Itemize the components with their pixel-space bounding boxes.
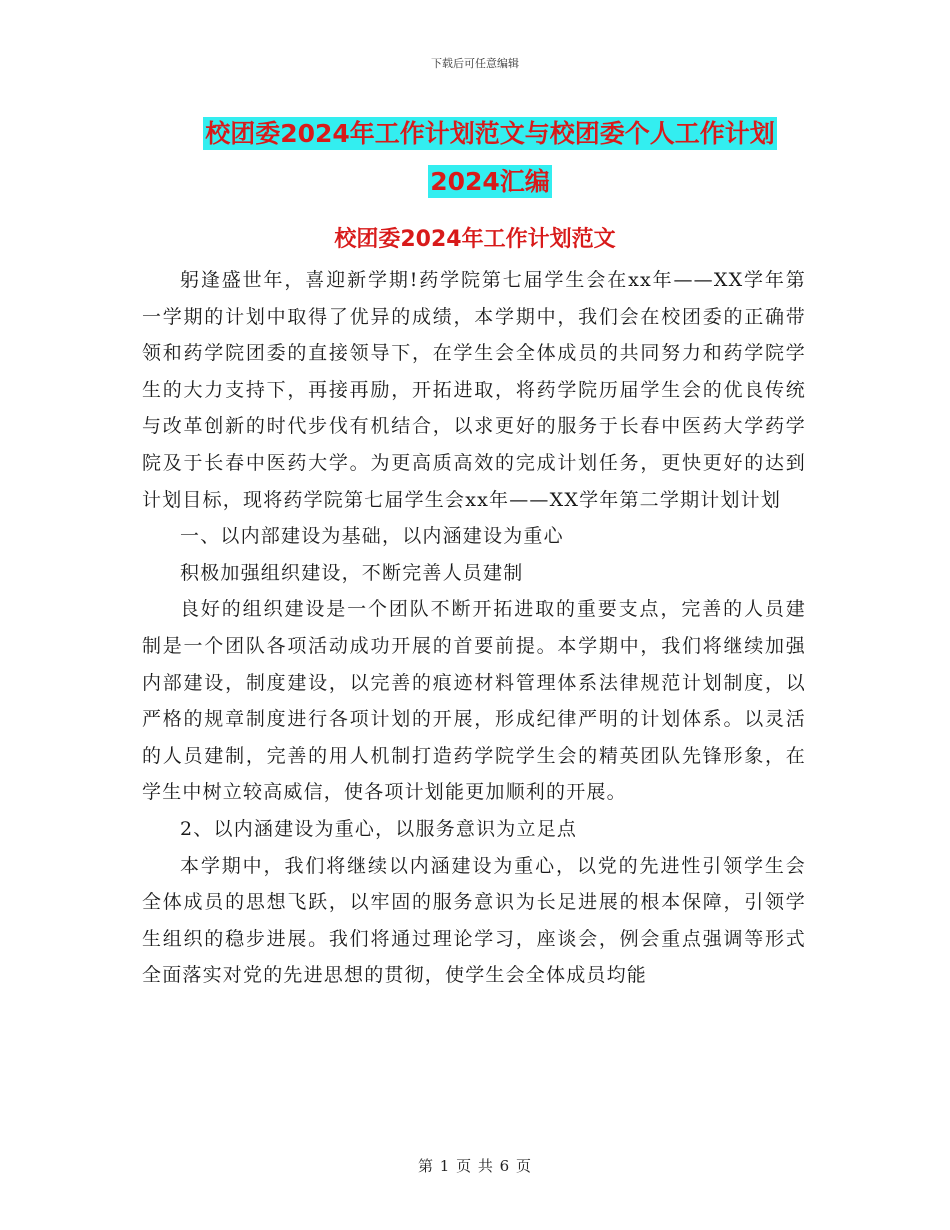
paragraph: 2、以内涵建设为重心，以服务意识为立足点 [180, 817, 578, 840]
document-title-line2: 2024汇编 [430, 167, 550, 196]
paragraph: 积极加强组织建设，不断完善人员建制 [180, 561, 524, 584]
document-title-line1: 校团委2024年工作计划范文与校团委个人工作计划 [205, 119, 775, 148]
paragraph: 躬逢盛世年，喜迎新学期!药学院第七届学生会在xx年——XX学年第一学期的计划中取得了优异的成绩，本学期中，我们会在校团委的正确带领和药学院团委的直接领导下，在学生会全体成员的共同努力和药学院学生的大力支持下，再接再励，开拓进取，将药学院历届学生会的优良传统与改革创新的时代步伐有机结合，以求更好的服务于长春中医药大学药学院及于长春中医药大学。为更高质高效的完成计划任务，更快更好的达到计划目标，现将药学院第七届学生会xx年——XX学年第二学期计划计划 [142, 269, 806, 511]
page-number: 第 1 页 共 6 页 [418, 1157, 532, 1175]
paragraph: 一、以内部建设为基础，以内涵建设为重心 [180, 525, 564, 548]
document-title [140, 110, 840, 206]
page-header-note: 下载后可任意编辑 [431, 57, 519, 70]
document-body [142, 262, 806, 994]
section-title: 校团委2024年工作计划范文 [334, 227, 616, 252]
paragraph: 良好的组织建设是一个团队不断开拓进取的重要支点，完善的人员建制是一个团队各项活动成功开展的首要前提。本学期中，我们将继续加强内部建设，制度建设，以完善的痕迹材料管理体系法律规范计划制度，以严格的规章制度进行各项计划的开展，形成纪律严明的计划体系。以灵活的人员建制，完善的用人机制打造药学院学生会的精英团队先锋形象，在学生中树立较高威信，使各项计划能更加顺利的开展。 [142, 598, 806, 804]
paragraph: 本学期中，我们将继续以内涵建设为重心，以党的先进性引领学生会全体成员的思想飞跃，以牢固的服务意识为长足进展的根本保障，引领学生组织的稳步进展。我们将通过理论学习，座谈会，例会重点强调等形式全面落实对党的先进思想的贯彻，使学生会全体成员均能 [142, 854, 806, 987]
